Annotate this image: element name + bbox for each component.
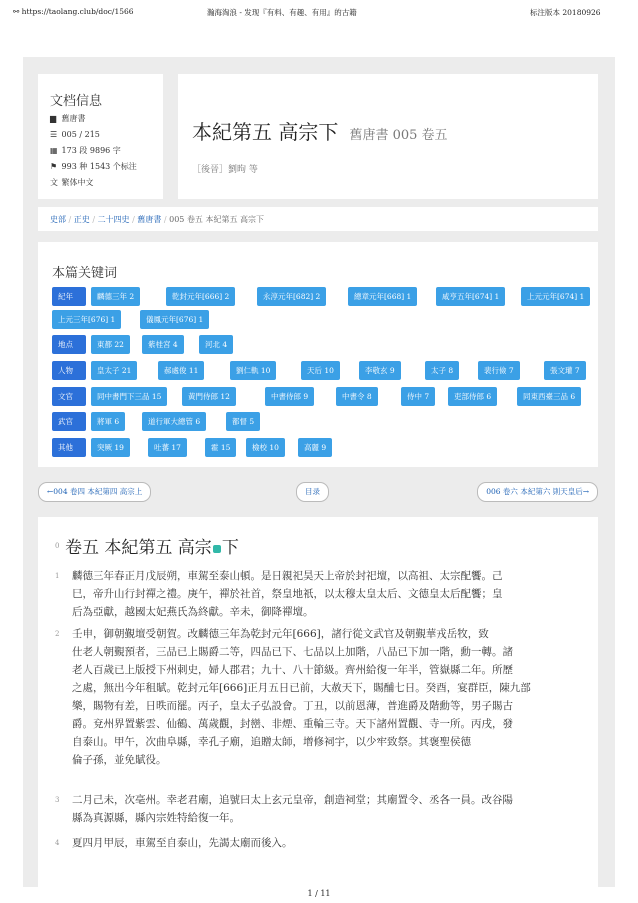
- keywords-card: [38, 242, 598, 467]
- tags-icon: ⚑: [50, 162, 58, 171]
- keyword-tag[interactable]: 張文瓘 7: [544, 361, 586, 380]
- info-item-book: ▆ 舊唐書: [50, 111, 137, 127]
- header-version: 标注版本 20180926: [530, 8, 601, 17]
- keyword-tag[interactable]: 突厥 19: [91, 438, 130, 457]
- keyword-tag[interactable]: 吏部侍郎 6: [448, 387, 497, 406]
- prev-chapter-link[interactable]: ←004 卷四 本紀第四 高宗上: [38, 482, 151, 502]
- breadcrumb-item-shibu[interactable]: 史部: [50, 215, 66, 224]
- info-item-language: 文 繁体中文: [50, 175, 137, 191]
- paragraph-line: 樂，賜物有差，日昳而罷。丙子，皇太子弘設會。丁丑，以前恩薄，普進爵及階勳等，男子賜古: [72, 700, 513, 712]
- chapter-heading: 卷五 本紀第五 高宗 下: [65, 538, 239, 558]
- keyword-tag[interactable]: 吐蕃 17: [148, 438, 187, 457]
- document-container: [23, 57, 615, 887]
- keyword-category-other[interactable]: 其他: [52, 438, 86, 457]
- paragraph-line: 壬申，御朝覲壇受朝賀。改麟德三年為乾封元年[666]，諸行從文武官及朝覲華戎岳牧，致: [72, 628, 489, 640]
- keyword-tag[interactable]: 霍 15: [205, 438, 236, 457]
- paragraph-number: 3: [55, 796, 60, 804]
- info-item-section: ☰ 005 / 215: [50, 127, 137, 143]
- keyword-tag[interactable]: 劉仁軌 10: [230, 361, 276, 380]
- paragraph-line: 之處，無出今年租賦。乾封元年[666]正月五日已前，大赦天下，賜酺七日。癸酉，宴群臣，陳九部: [72, 682, 531, 694]
- keyword-category-person[interactable]: 人物: [52, 361, 86, 380]
- keyword-tag[interactable]: 東都 22: [91, 335, 130, 354]
- paragraph-line: 巳，帝升山行封禪之禮。庚午，禪於社首，祭皇地祇，以太穆太皇太后、文德皇太后配饗；皇: [72, 588, 503, 600]
- document-info-card: [38, 74, 163, 199]
- keyword-tag[interactable]: 儀鳳元年[676] 1: [140, 310, 209, 329]
- paragraph-number: 1: [55, 572, 60, 580]
- paragraph-number: 2: [55, 630, 60, 638]
- title-card: [178, 74, 598, 199]
- keyword-tag[interactable]: 河北 4: [199, 335, 233, 354]
- keyword-tag[interactable]: 檢校 10: [246, 438, 285, 457]
- keyword-tag[interactable]: 太子 8: [425, 361, 459, 380]
- page-title: 本紀第五 高宗下: [192, 120, 339, 144]
- keyword-tag[interactable]: 李敬玄 9: [359, 361, 401, 380]
- keyword-tag[interactable]: 上元三年[676] 1: [52, 310, 121, 329]
- page-title-row: [192, 116, 448, 145]
- keywords-title: 本篇关键词: [52, 266, 118, 281]
- keyword-tag[interactable]: 永淳元年[682] 2: [257, 287, 326, 306]
- info-item-counts: ▦ 173 段 9896 字: [50, 143, 137, 159]
- annotation-marker-icon[interactable]: [213, 545, 221, 553]
- pager: [38, 482, 598, 506]
- keyword-tag[interactable]: 同東西臺三品 6: [517, 387, 581, 406]
- paragraph-line: 老人百歲已上版授下州刺史，婦人郡君；九十、八十節級。齊州給復一年半，管嶽縣二年。所歷: [72, 664, 513, 676]
- next-chapter-link[interactable]: 006 卷六 本紀第六 則天皇后→: [477, 482, 598, 502]
- paragraph-line: 夏四月甲辰，車駕至自泰山，先謁太廟而後入。: [72, 837, 293, 849]
- keyword-tag[interactable]: 總章元年[668] 1: [348, 287, 417, 306]
- breadcrumb-item-book[interactable]: 舊唐書: [137, 215, 162, 224]
- language-icon: 文: [50, 178, 58, 187]
- grid-icon: ▦: [50, 146, 58, 155]
- keyword-category-civil[interactable]: 文官: [52, 387, 86, 406]
- page-header: [0, 0, 638, 22]
- list-icon: ☰: [50, 130, 58, 139]
- breadcrumb: 史部 / 正史 / 二十四史 / 舊唐書 / 005 卷五 本紀第五 高宗下: [38, 207, 598, 231]
- header-url[interactable]: ⚯ https://taolang.club/doc/1566: [13, 7, 134, 16]
- info-item-annotations: ⚑ 993 种 1543 个标注: [50, 159, 137, 175]
- keyword-tag[interactable]: 中書侍郎 9: [265, 387, 314, 406]
- document-info-list: [50, 111, 137, 191]
- paragraph-line: 自泰山。甲午，次曲阜縣，幸孔子廟，追贈太師，增修祠宇，以少牢致祭。其褒聖侯德: [72, 736, 471, 748]
- keyword-tag[interactable]: 紫桂宮 4: [142, 335, 184, 354]
- keyword-tag[interactable]: 黃門侍郎 12: [182, 387, 236, 406]
- table-of-contents-link[interactable]: 目录: [296, 482, 329, 502]
- keyword-category-place[interactable]: 地点: [52, 335, 86, 354]
- paragraph-line: 后為亞獻，越國太妃燕氏為終獻。辛未，御降禪壇。: [72, 606, 314, 618]
- keyword-tag[interactable]: 皇太子 21: [91, 361, 137, 380]
- paragraph-line: 仕老人朝覲預者，三品已上賜爵二等，四品已下、七品以上加階，八品已下加一階，勳一轉。諸: [72, 646, 513, 658]
- keyword-tag[interactable]: 將軍 6: [91, 412, 125, 431]
- header-site-title: 瀚海淘浪 - 发现『有料、有趣、有用』的古籍: [207, 8, 357, 17]
- keyword-tag[interactable]: 同中書門下三品 15: [91, 387, 167, 406]
- keyword-category-military[interactable]: 武官: [52, 412, 86, 431]
- page-number: 1 / 11: [307, 889, 331, 898]
- keyword-tag[interactable]: 裴行儉 7: [478, 361, 520, 380]
- paragraph-line: 縣為真源縣，縣內宗姓特給復一年。: [72, 812, 240, 824]
- keyword-tag[interactable]: 都督 5: [226, 412, 260, 431]
- keyword-tag[interactable]: 天后 10: [301, 361, 340, 380]
- keyword-category-era[interactable]: 紀年: [52, 287, 86, 306]
- document-info-title: 文档信息: [50, 94, 103, 109]
- breadcrumb-item-zhengshi[interactable]: 正史: [73, 215, 90, 224]
- keyword-tag[interactable]: 中書令 8: [336, 387, 378, 406]
- keyword-tag[interactable]: 上元元年[674] 1: [521, 287, 590, 306]
- keyword-tag[interactable]: 侍中 7: [401, 387, 435, 406]
- book-icon: ▆: [50, 114, 57, 123]
- breadcrumb-current: 005 卷五 本紀第五 高宗下: [169, 215, 265, 224]
- paragraph-line: 麟德三年春正月戊辰朔，車駕至泰山頓。是日親祀昊天上帝於封祀壇，以高祖、太宗配饗。己: [72, 570, 503, 582]
- keyword-tag[interactable]: 麟德三年 2: [91, 287, 140, 306]
- paragraph-number: 0: [55, 542, 60, 550]
- keyword-tag[interactable]: 道行軍大總管 6: [142, 412, 206, 431]
- page-subtitle: 舊唐書 005 卷五: [349, 128, 448, 143]
- paragraph-line: 二月己未，次亳州。幸老君廟，追號曰太上玄元皇帝，創造祠堂；其廟置令、丞各一員。改谷陽: [72, 794, 513, 806]
- paragraph-line: 爵。兗州界置紫雲、仙鶴、萬歲觀，封巒、非煙、重輪三寺。天下諸州置觀、寺一所。丙戌，發: [72, 718, 513, 730]
- paragraph-number: 4: [55, 839, 60, 847]
- keyword-tag[interactable]: 乾封元年[666] 2: [166, 287, 235, 306]
- breadcrumb-item-24shi[interactable]: 二十四史: [97, 215, 130, 224]
- keyword-tag[interactable]: 咸亨五年[674] 1: [436, 287, 505, 306]
- content-card: [38, 517, 598, 887]
- keyword-tag[interactable]: 高麗 9: [298, 438, 332, 457]
- paragraph-line: 倫子孫，並免賦役。: [72, 754, 167, 766]
- keyword-tag[interactable]: 郝處俊 11: [158, 361, 204, 380]
- author: ［後晉］劉昫 等: [192, 165, 258, 175]
